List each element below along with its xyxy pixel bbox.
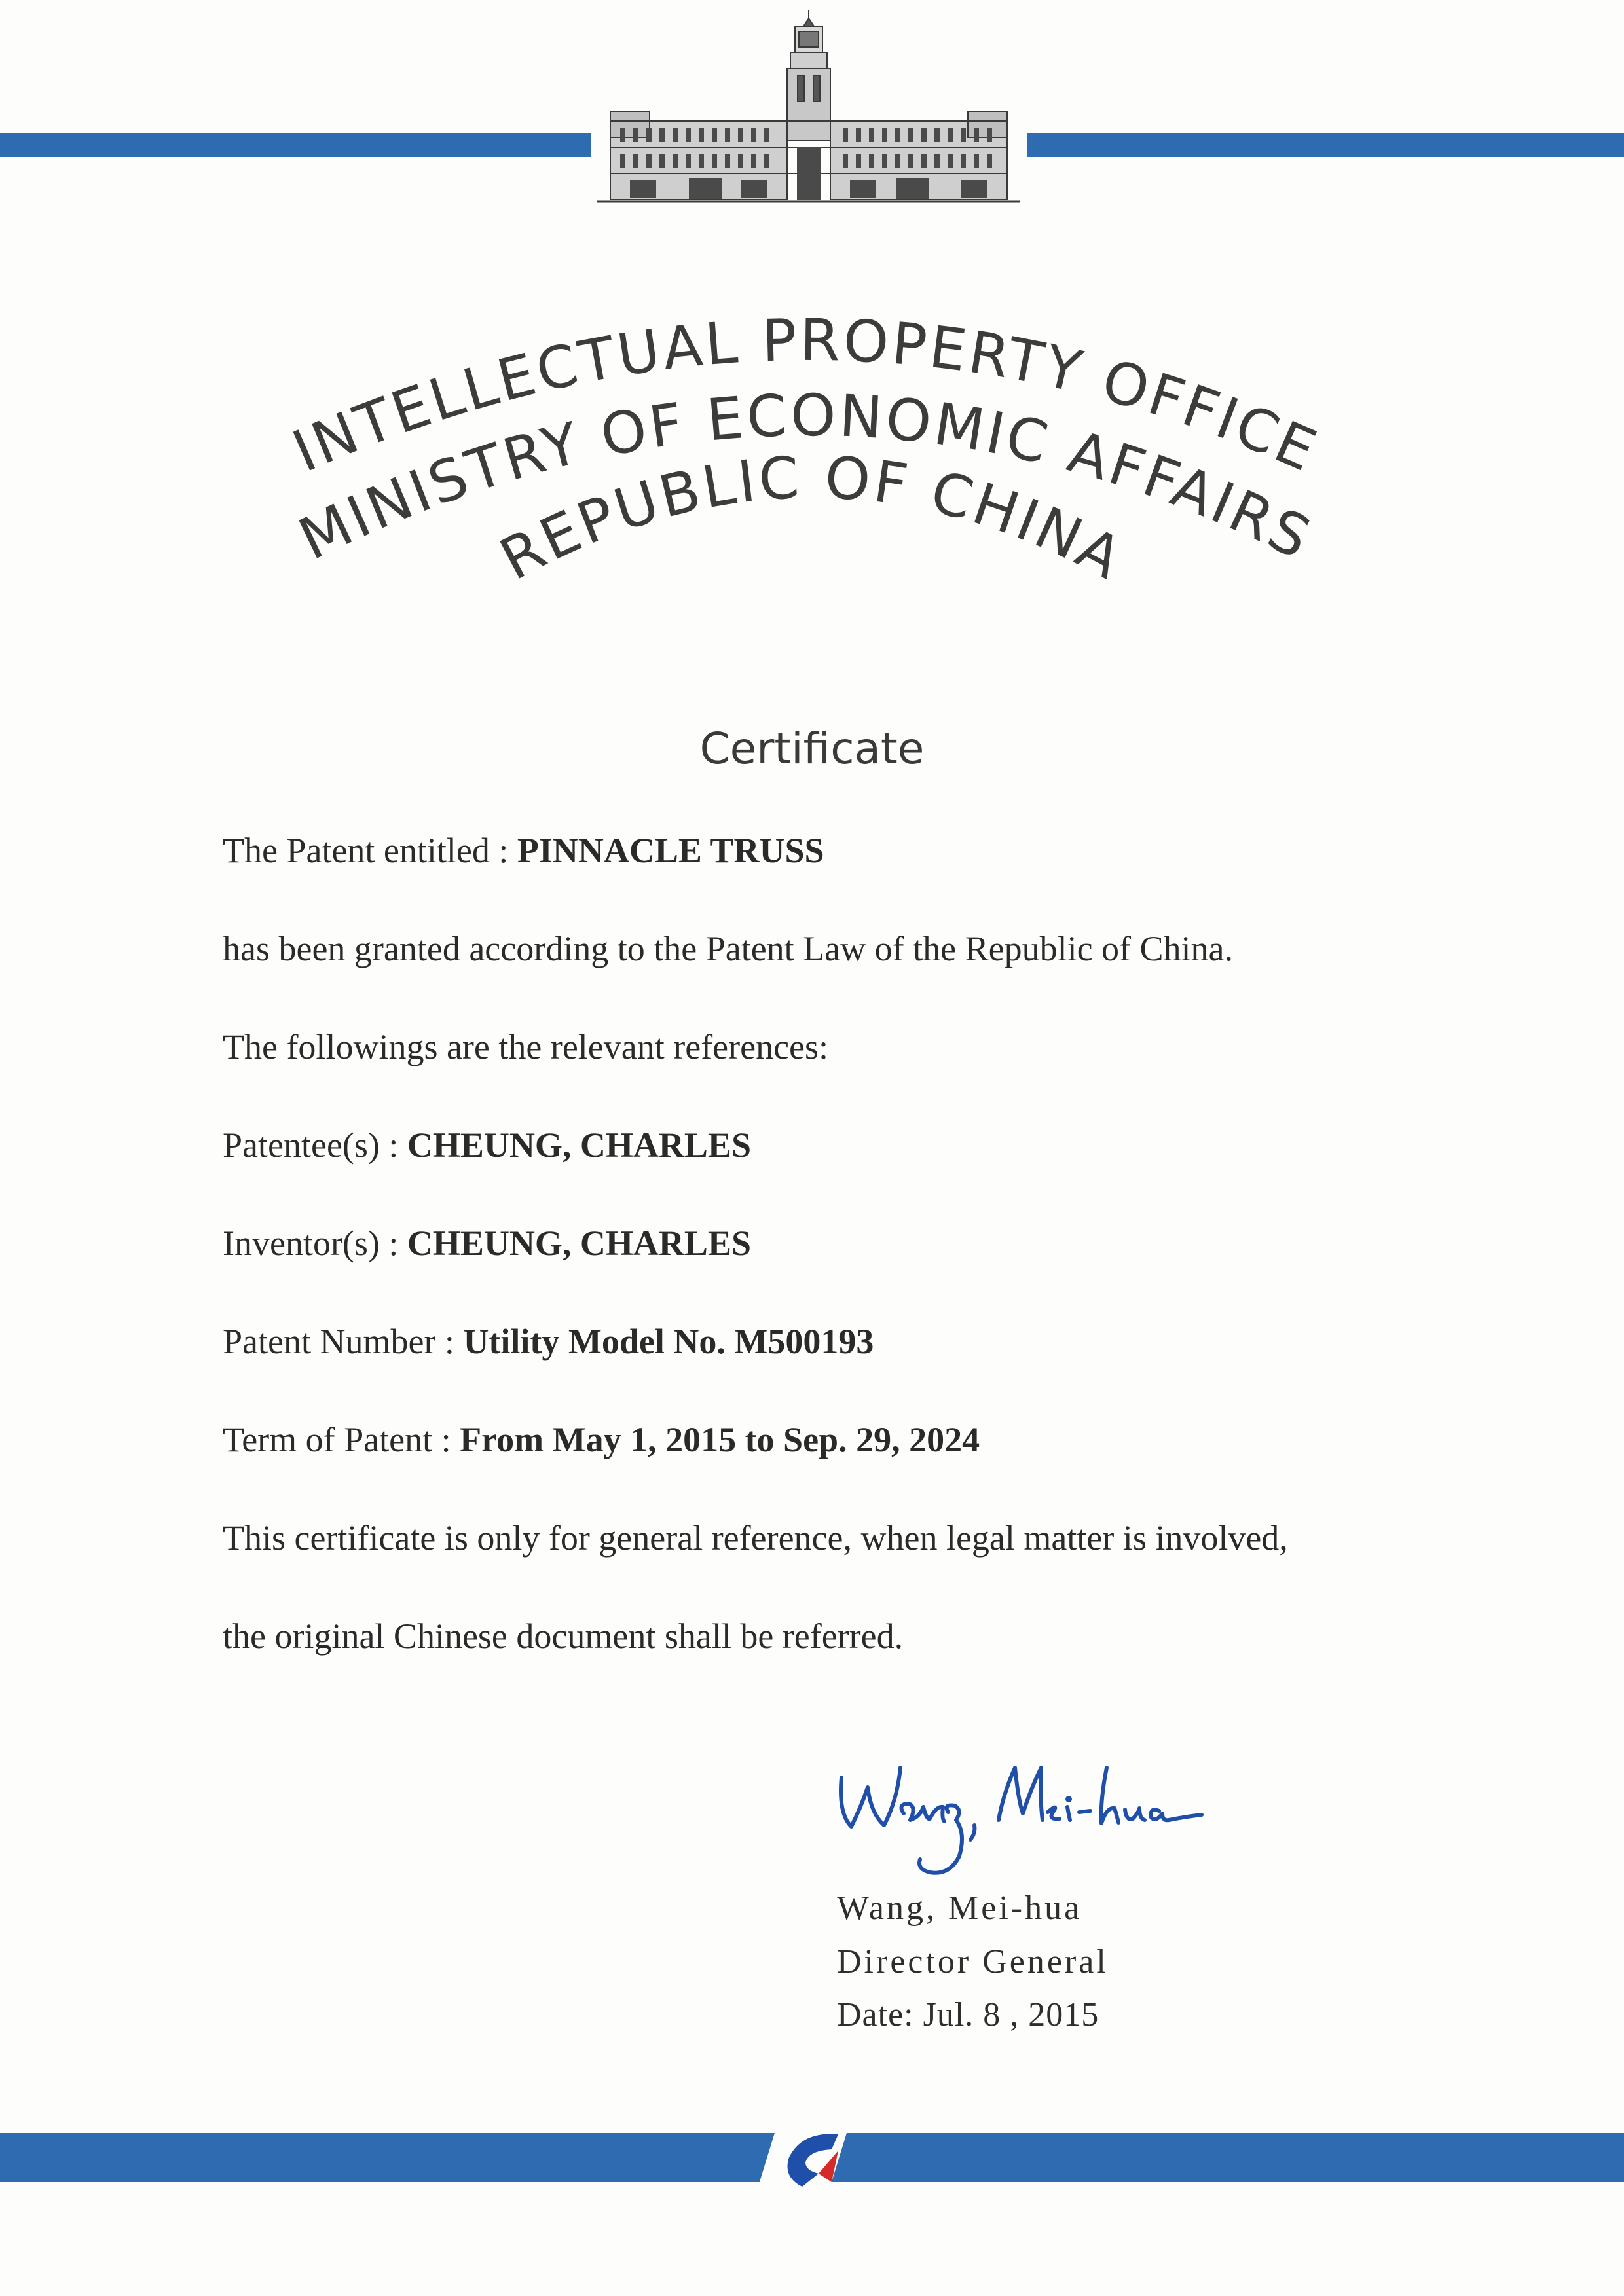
- inventor-label: Inventor(s) :: [223, 1224, 407, 1263]
- signatory-name: Wang, Mei-hua: [837, 1889, 1082, 1927]
- inventor-line: [223, 1223, 751, 1264]
- patent-number-line: [223, 1321, 874, 1362]
- patentee-value: CHEUNG, CHARLES: [407, 1125, 751, 1165]
- tipo-logo-icon: [740, 2105, 871, 2216]
- certificate-title: Certificate: [699, 723, 925, 774]
- references-intro: The followings are the relevant references:: [223, 1027, 829, 1066]
- patent-title-label: The Patent entitled :: [223, 831, 517, 870]
- issue-date: Date: Jul. 8 , 2015: [837, 1996, 1099, 2033]
- granted-statement: has been granted according to the Patent Law of the Republic of China.: [223, 929, 1234, 968]
- handwritten-signature: [832, 1741, 1211, 1892]
- patent-number-label: Patent Number :: [223, 1322, 464, 1361]
- inventor-value: CHEUNG, CHARLES: [407, 1224, 751, 1263]
- term-value: From May 1, 2015 to Sep. 29, 2024: [460, 1420, 980, 1459]
- header-line-roc: REPUBLIC OF CHINA: [489, 443, 1135, 594]
- patent-title-line: [223, 830, 824, 871]
- header-line-ipo: INTELLECTUAL PROPERTY OFFICE: [283, 306, 1328, 486]
- office-header: [0, 0, 1624, 655]
- patent-title-value: PINNACLE TRUSS: [517, 831, 824, 870]
- patentee-label: Patentee(s) :: [223, 1125, 407, 1165]
- patent-number-value: Utility Model No. M500193: [463, 1322, 874, 1361]
- disclaimer-line-1: This certificate is only for general reference, when legal matter is involved,: [223, 1518, 1288, 1558]
- patentee-line: [223, 1125, 751, 1165]
- term-line: [223, 1419, 980, 1460]
- header-line-ministry: MINISTRY OF ECONOMIC AFFAIRS: [288, 381, 1323, 574]
- term-label: Term of Patent :: [223, 1420, 460, 1459]
- signatory-title: Director General: [837, 1943, 1109, 1980]
- disclaimer-line-2: the original Chinese document shall be referred.: [223, 1616, 904, 1656]
